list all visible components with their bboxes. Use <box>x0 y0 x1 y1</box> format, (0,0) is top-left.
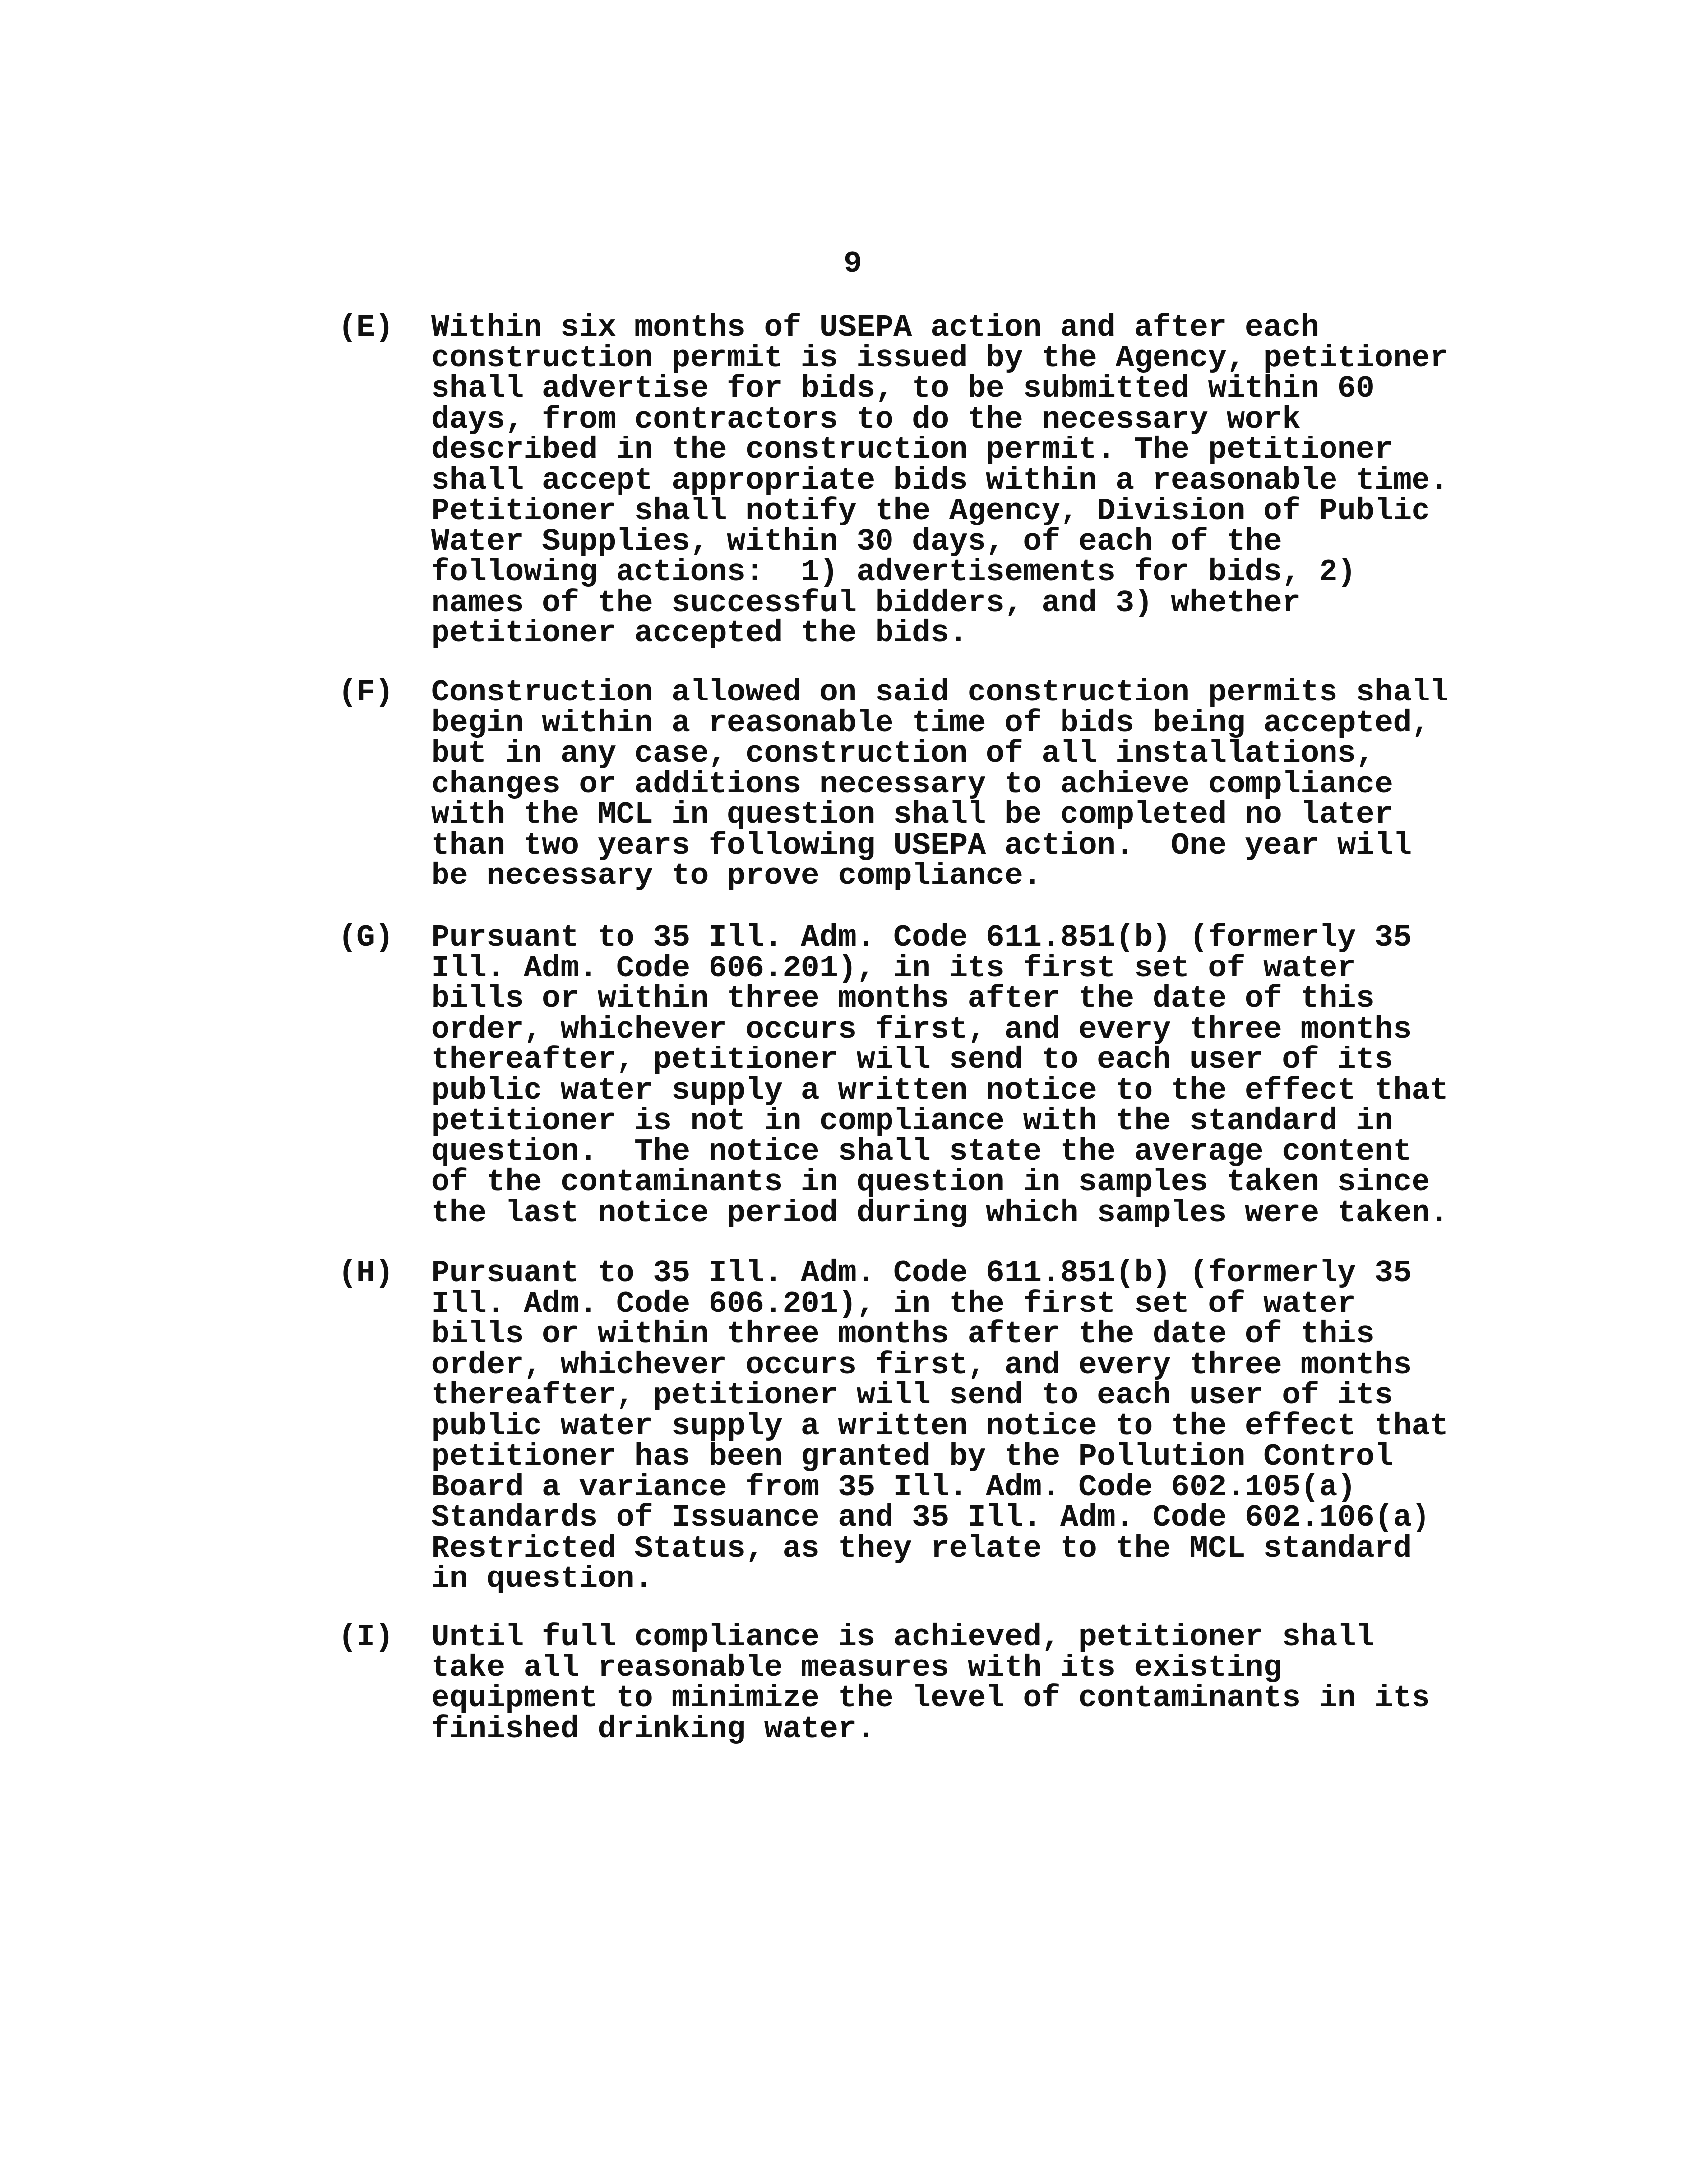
item-text: Pursuant to 35 Ill. Adm. Code 611.851(b) (formerly 35 Ill. Adm. Code 606.201), in the first set of water bills or within three months after the date of this order, whichever occurs first, and every three months thereafter, petitioner will send to each user of its public water supply a written notice to the effect that petitioner has been granted by the Pollution Control Board a variance from 35 Ill. Adm. Code 602.105(a) Standards of Issuance and 35 Ill. Adm. Code 602.106(a) Restricted Status, as they relate to the MCL standard in question. <box>431 1255 1449 1596</box>
page-number: 9 <box>843 246 862 281</box>
item-label: (E) <box>338 310 394 345</box>
item-label: (H) <box>338 1255 394 1291</box>
item-label: (F) <box>338 675 394 710</box>
item-label: (I) <box>338 1619 394 1655</box>
item-label: (G) <box>338 920 394 955</box>
item-text: Pursuant to 35 Ill. Adm. Code 611.851(b) (formerly 35 Ill. Adm. Code 606.201), in its first set of water bills or within three months after the date of this order, whichever occurs first, and every three months thereafter, petitioner will send to each user of its public water supply a written notice to the effect that petitioner is not in compliance with the standard in question. The notice shall state the average content of the contaminants in question in samples taken since the last notice period during which samples were taken. <box>431 920 1449 1230</box>
item-text: Until full compliance is achieved, petitioner shall take all reasonable measures with its existing equipment to minimize the level of contaminants in its finished drinking water. <box>431 1619 1430 1747</box>
item-text: Construction allowed on said construction permits shall begin within a reasonable time of bids being accepted, but in any case, construction of all installations, changes or additions necessary to achieve compliance with the MCL in question shall be completed no later than two years following USEPA action. One year will be necessary to prove compliance. <box>431 675 1449 893</box>
item-text: Within six months of USEPA action and after each construction permit is issued by the Agency, petitioner shall advertise for bids, to be submitted within 60 days, from contractors to do the necessary work described in the construction permit. The petitioner shall accept appropriate bids within a reasonable time. Petitioner shall notify the Agency, Division of Public Water Supplies, within 30 days, of each of the following actions: 1) advertisements for bids, 2) names of the successful bidders, and 3) whether petitioner accepted the bids. <box>431 310 1449 651</box>
